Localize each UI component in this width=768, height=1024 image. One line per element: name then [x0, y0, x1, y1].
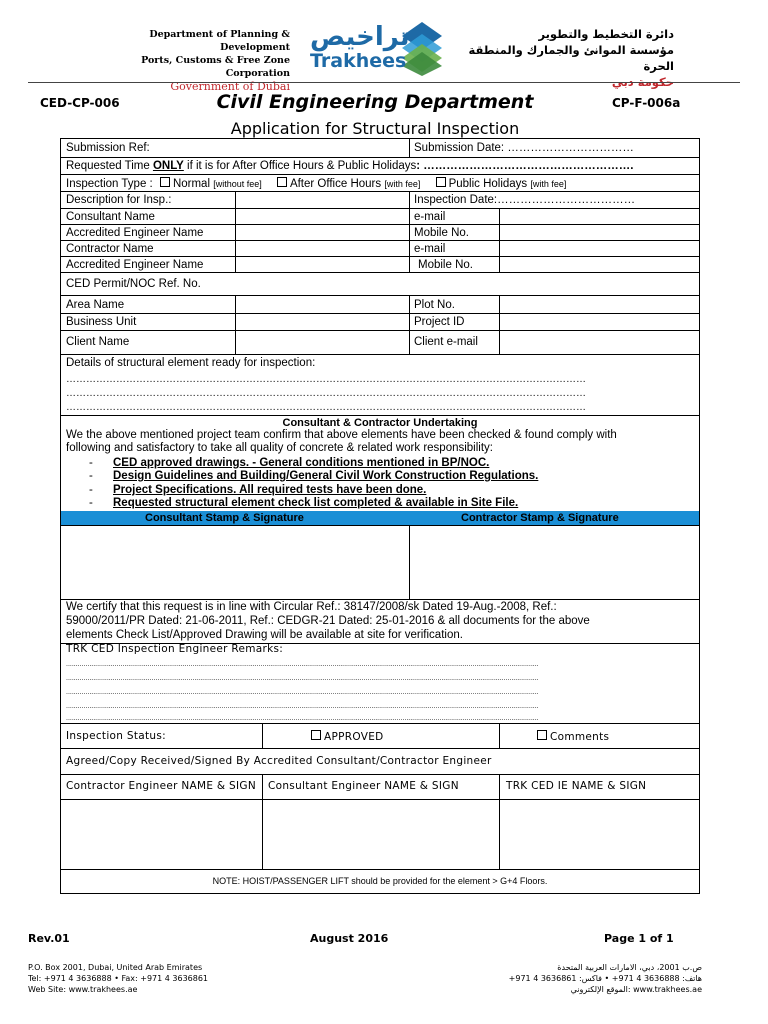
details-line-2[interactable]: …………………………………………………………………………………………………………………………………………	[66, 388, 586, 399]
inspection-status-label: Inspection Status:	[66, 730, 166, 742]
with-fee-label-2: [with fee]	[530, 179, 567, 189]
bullet-mark-4: -	[89, 497, 93, 509]
consultant-name-label: Consultant Name	[66, 211, 155, 223]
requested-time-field[interactable]: : ……………………………………………….	[416, 160, 634, 172]
agreed-label: Agreed/Copy Received/Signed By Accredited Consultant/Contractor Engineer	[66, 755, 492, 767]
business-unit-label: Business Unit	[66, 316, 137, 328]
arabic-address-line-2: هاتف: 3636888 4 971+ • فاكس: 3636861 4 971+	[508, 974, 702, 983]
contractor-sign-label: Contractor Engineer NAME & SIGN	[66, 780, 256, 792]
remarks-line-5[interactable]: ...................................................................................................................................................................................................................................................	[66, 715, 539, 722]
undertaking-text-2: following and satisfactory to take all quality of concrete & related work responsibility:	[66, 442, 493, 454]
arabic-header	[444, 26, 674, 90]
area-name-label: Area Name	[66, 299, 125, 311]
stamp-header-bar	[61, 511, 699, 525]
inspection-date-label: Inspection Date:………………………………	[414, 194, 636, 206]
undertaking-text-1: We the above mentioned project team confirm that above elements have been checked & found comply with	[66, 429, 617, 441]
bullet-mark-3: -	[89, 484, 93, 496]
submission-date-label: Submission Date: ……………………………	[414, 142, 634, 154]
approved-checkbox[interactable]	[311, 730, 321, 740]
bullet-4: Requested structural element check list completed & available in Site File.	[113, 497, 519, 509]
plot-no-label: Plot No.	[414, 299, 455, 311]
bullet-3: Project Specifications. All required tests have been done.	[113, 484, 427, 496]
contractor-stamp-label: Contractor Stamp & Signature	[461, 512, 619, 524]
without-fee-label: [without fee]	[213, 179, 262, 189]
description-label: Description for Insp.:	[66, 194, 172, 206]
inspection-form	[60, 138, 700, 894]
certify-text-3: elements Check List/Approved Drawing will be available at site for verification.	[66, 629, 463, 641]
remarks-line-2[interactable]: ...................................................................................................................................................................................................................................................	[66, 675, 539, 682]
address-english	[28, 962, 208, 995]
arabic-website[interactable]: www.trakhees.ae :الموقع الإلكتروني	[570, 985, 702, 994]
contractor-mobile-label: Mobile No.	[418, 259, 473, 271]
page-number: Page 1 of 1	[604, 932, 674, 945]
with-fee-label: [with fee]	[384, 179, 421, 189]
department-name: Department of Planning & Development	[149, 29, 290, 53]
remarks-line-3[interactable]: ...................................................................................................................................................................................................................................................	[66, 689, 539, 696]
contractor-name-label: Contractor Name	[66, 243, 154, 255]
details-line-3[interactable]: …………………………………………………………………………………………………………………………………………	[66, 402, 586, 413]
contractor-engineer-label: Accredited Engineer Name	[66, 259, 204, 271]
inspection-type-row	[66, 177, 566, 191]
bullet-1: CED approved drawings. - General conditions mentioned in BP/NOC.	[113, 457, 490, 469]
address-arabic	[470, 962, 702, 995]
approved-option[interactable]	[311, 730, 384, 744]
requested-time-label	[66, 160, 634, 173]
only-emphasis: ONLY	[152, 160, 184, 172]
public-holidays-label: Public Holidays	[448, 178, 528, 190]
document-code: CED-CP-006	[40, 96, 120, 110]
normal-checkbox[interactable]	[160, 177, 170, 187]
client-email-label: Client e-mail	[414, 336, 478, 348]
note-text: NOTE: HOIST/PASSENGER LIFT should be provided for the element > G+4 Floors.	[212, 876, 548, 886]
form-code: CP-F-006a	[612, 96, 681, 110]
bullet-2: Design Guidelines and Building/General Civil Work Construction Regulations.	[113, 470, 539, 482]
comments-option[interactable]	[537, 730, 609, 744]
normal-label: Normal	[172, 178, 210, 190]
department-header	[88, 28, 290, 93]
consultant-sign-label: Consultant Engineer NAME & SIGN	[268, 780, 459, 792]
certify-text-1: We certify that this request is in line with Circular Ref.: 38147/2008/sk Dated 19-Aug.-2008, Ref.:	[66, 601, 557, 613]
after-hours-label: After Office Hours	[289, 178, 382, 190]
inspection-type-label: Inspection Type :	[66, 178, 153, 190]
requested-time-text: Requested Time	[66, 160, 153, 172]
arabic-government: حكومة دبي	[611, 75, 674, 89]
consultant-stamp-area[interactable]	[62, 527, 408, 598]
logo-arabic-text: تراخيص	[310, 22, 410, 52]
requested-time-condition: if it is for After Office Hours & Public Holidays	[183, 160, 417, 172]
arabic-corporation: مؤسسة الموانئ والجمارك والمنطقة الحرة	[468, 43, 674, 73]
revision: Rev.01	[28, 932, 70, 945]
address-line-1: P.O. Box 2001, Dubai, United Arab Emirates	[28, 963, 203, 972]
client-name-label: Client Name	[66, 336, 130, 348]
consultant-stamp-label: Consultant Stamp & Signature	[145, 512, 304, 524]
details-label: Details of structural element ready for inspection:	[66, 357, 316, 369]
arabic-department: دائرة التخطيط والتطوير	[538, 27, 674, 41]
undertaking-title: Consultant & Contractor Undertaking	[282, 417, 478, 429]
certify-text-2: 59000/2011/PR Dated: 21-06-2011, Ref.: CEDGR-21 Dated: 25-01-2016 & all documents for the above	[66, 615, 590, 627]
contractor-email-label: e-mail	[414, 243, 446, 255]
public-holidays-checkbox[interactable]	[436, 177, 446, 187]
consultant-mobile-label: Mobile No.	[414, 227, 469, 239]
website[interactable]: Web Site: www.trakhees.ae	[28, 985, 138, 994]
remarks-line-4[interactable]: ...................................................................................................................................................................................................................................................	[66, 703, 539, 710]
header-divider	[28, 82, 740, 83]
remarks-line-1[interactable]: ...................................................................................................................................................................................................................................................	[66, 661, 539, 668]
government-name: Government of Dubai	[170, 80, 290, 93]
bullet-mark-2: -	[89, 470, 93, 482]
details-line-1[interactable]: …………………………………………………………………………………………………………………………………………	[66, 374, 586, 385]
contractor-stamp-area[interactable]	[411, 527, 698, 598]
page-subtitle: Application for Structural Inspection	[230, 119, 520, 138]
revision-date: August 2016	[310, 932, 389, 945]
corporation-name: Ports, Customs & Free Zone Corporation	[141, 55, 290, 79]
submission-ref-label: Submission Ref:	[66, 142, 150, 154]
consultant-engineer-label: Accredited Engineer Name	[66, 227, 204, 239]
address-line-2: Tel: +971 4 3636888 • Fax: +971 4 3636861	[28, 974, 209, 983]
project-id-label: Project ID	[414, 316, 465, 328]
approved-label: APPROVED	[324, 731, 384, 743]
comments-label: Comments	[550, 731, 610, 743]
logo-english-text: Trakhees	[310, 50, 407, 72]
after-hours-checkbox[interactable]	[277, 177, 287, 187]
arabic-address-line-1: ص.ب 2001، دبي، الامارات العربية المتحدة	[557, 963, 702, 972]
page-title: Civil Engineering Department	[216, 91, 534, 113]
remarks-label: TRK CED Inspection Engineer Remarks:	[66, 643, 284, 655]
comments-checkbox[interactable]	[537, 730, 547, 740]
consultant-email-label: e-mail	[414, 211, 446, 223]
bullet-mark-1: -	[89, 457, 93, 469]
trk-sign-label: TRK CED IE NAME & SIGN	[506, 780, 647, 792]
permit-label: CED Permit/NOC Ref. No.	[66, 278, 201, 290]
